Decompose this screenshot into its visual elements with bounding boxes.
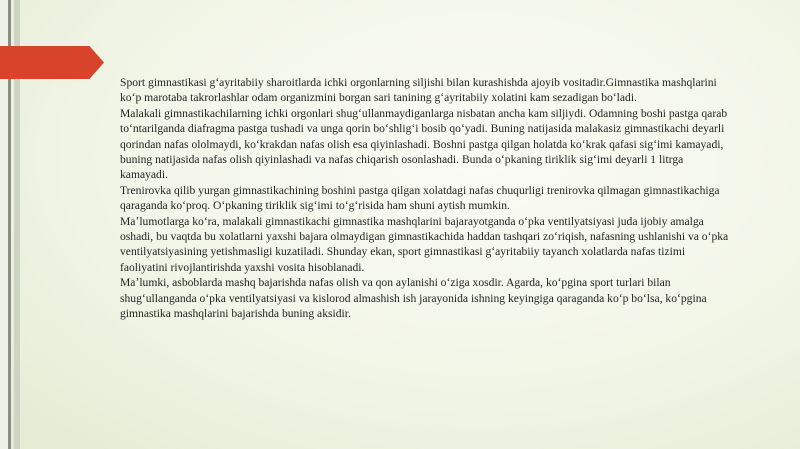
slide-text-body (120, 75, 730, 322)
accent-arrow-shape (0, 46, 104, 79)
paragraph-3: Trenirovka qilib yurgan gimnastikachining boshini pastga qilgan xolatdagi nafas chuqurligi trenirovka qilmagan gimnastikachiga qaraganda koʻproq. Oʻpkaning tiriklik sigʻimi toʻgʻrisida ham shuni aytish mumkin. (120, 183, 720, 213)
paragraph-1: Sport gimnastikasi gʻayritabiiy sharoitlarda ichki orgonlarning siljishi bilan kurashishda ajoyib vositadir.Gimnastika mashqlarini koʻp marotaba takrorlashlar odam organizmini borgan sari tanining gʻayritabiiy xolatini kam sezadigan boʻladi. (120, 76, 717, 105)
paragraph-4: Maʼlumotlarga koʻra, malakali gimnastikachi gimnastika mashqlarini bajarayotganda oʻpka ventilyatsiyasi juda ijobiy amalga oshadi, bu vaqtda bu xolatlarni yaxshi bajara olmaydigan gimnastikachida haddan tashqari zoʻriqish, nafasning ushlanishi va oʻpka ventilyatsiyasining yetishmasligi kuzatiladi. Shunday ekan, sport gimnastikasi gʻayritabiiy tayanch xolatlarda nafas tizimi faoliyatini rivojlantirishda yaxshi vosita hisoblanadi. (120, 214, 729, 274)
paragraph-5: Maʼlumki, asboblarda mashq bajarishda nafas olish va qon aylanishi oʻziga xosdir. Agarda, koʻpgina sport turlari bilan shugʻullanganda oʻpka ventilyatsiyasi va kislorod almashish ish jarayonida ishning keyingiga qaraganda koʻp boʻlsa, koʻpgina gimnastika mashqlarini bajarishda buning aksidir. (120, 276, 707, 321)
paragraph-2: Malakali gimnastikachilarning ichki orgonlari shugʻullanmaydiganlarga nisbatan ancha kam siljiydi. Odamning boshi pastga qarab toʻntarilganda diafragma pastga tushadi va unga qorin boʻshligʻi bosib qoʻyadi. Buning natijasida malakasiz gimnastikachi deyarli qorindan nafas ololmaydi, koʻkrakdan nafas olish esa qiyinlashadi. Boshni pastga qilgan holatda koʻkrak qafasi sigʻimi kamayadi, buning natijasida nafas olish qiyinlashadi va nafas chiqarish osonlashadi. Bunda oʻpkaning tiriklik sigʻimi deyarli 1 litrga kamayadi. (120, 106, 728, 182)
